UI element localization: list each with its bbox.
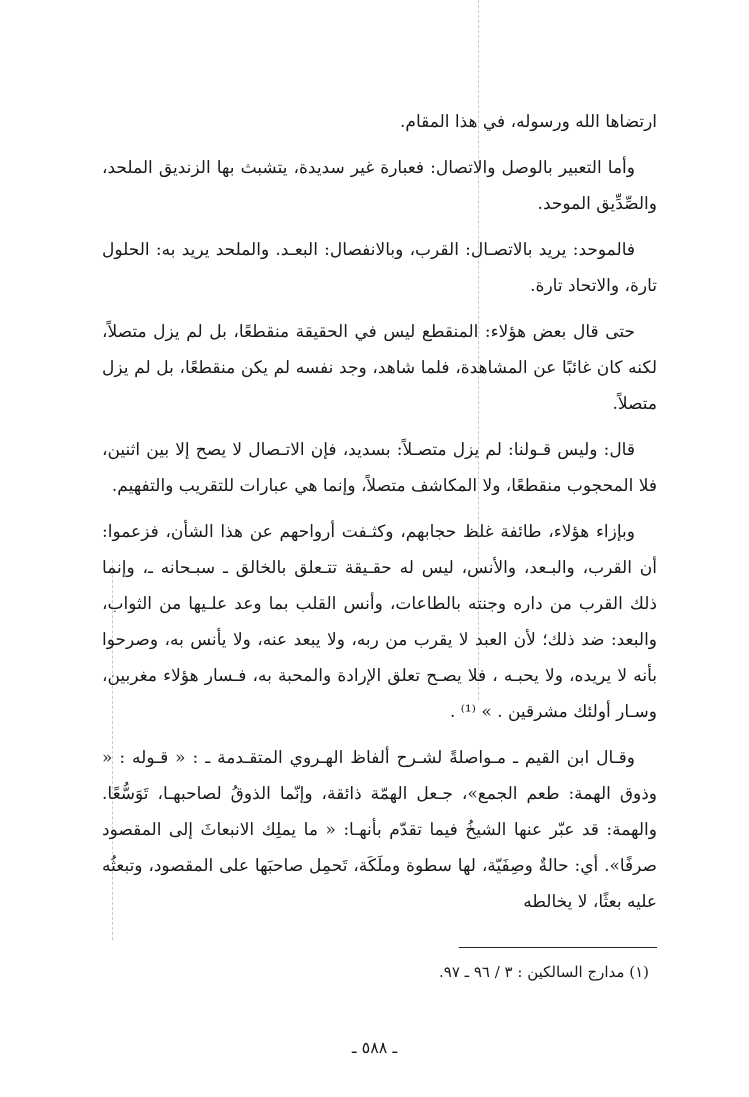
paragraph: حتى قال بعض هؤلاء: المنقطع ليس في الحقيقة منقطعًا، بل لم يزل متصلاً، لكنه كان غائبًا عن المشاهدة، فلما شاهد، وجد نفسه لم يكن منقطعًا، بل لم يزل متصلاً. [102,322,657,414]
footnote: (١) مدارج السالكين : ٣ / ٩٦ ـ ٩٧. [438,963,649,981]
paragraph: ارتضاها الله ورسوله، في هذا المقام. [400,112,657,132]
paragraph: وقـال ابن القيم ـ مـواصلةً لشـرح ألفاظ الهـروي المتقـدمة ـ : « قـوله : « وذوق الهمة: طعم الجمع»، جـعل الهمّة ذائقة، وإنّما الذوقُ لصاحبهـا، تَوَسُّعًا. والهمة: قد عبّر عنها الشيخُ فيما تقدّم بأنهـا: « ما يملِك الانبعاثَ إلى المقصود صرفًا». أي: حالةٌ وصِفَيّة، لها سطوة وملَكَة، تَحمِل صاحبَها على المقصود، وتبعثُه عليه بعثًا، لا يخالطه [102,748,657,912]
paragraph: فالموحد: يريد بالاتصـال: القرب، وبالانفصال: البعـد. والملحد يريد به: الحلول تارة، والاتحاد تارة. [102,240,657,296]
page-number: ـ ٥٨٨ ـ [351,1038,398,1057]
footnote-divider [459,947,657,948]
paragraph: وأما التعبير بالوصل والاتصال: فعبارة غير سديدة، يتشبث بها الزنديق الملحد، والصِّدِّيق الموحد. [102,158,657,214]
main-text [102,104,657,920]
paragraph: وبإزاء هؤلاء، طائفة غلظ حجابهم، وكثـفت أرواحهم عن هذا الشأن، فزعموا: أن القرب، والبـعد، والأنس، ليس له حقـيقة تتـعلق بالخالق ـ سبـحانه ـ، وإنما ذلك القرب من داره وجنته بالطاعات، وأنس القلب بما وعد علـيها من الثواب، والبعد: ضد ذلك؛ لأن العبد لا يقرب من ربه، ولا يبعد عنه، ولا يأنس به، وصرحوا بأنه لا يريده، ولا يحبـه ، فلا يصـح تعلق الإرادة والمحبة به، فـسار هؤلاء مغربين، وسـار أولئك مشرقين . » ⁽¹⁾ . [102,522,657,722]
paragraph: قال: وليس قـولنا: لم يزل متصـلاً: بسديد، فإن الاتـصال لا يصح إلا بين اثنين، فلا المحجوب منقطعًا، ولا المكاشف متصلاً، وإنما هي عبارات للتقريب والتفهيم. [102,440,657,496]
